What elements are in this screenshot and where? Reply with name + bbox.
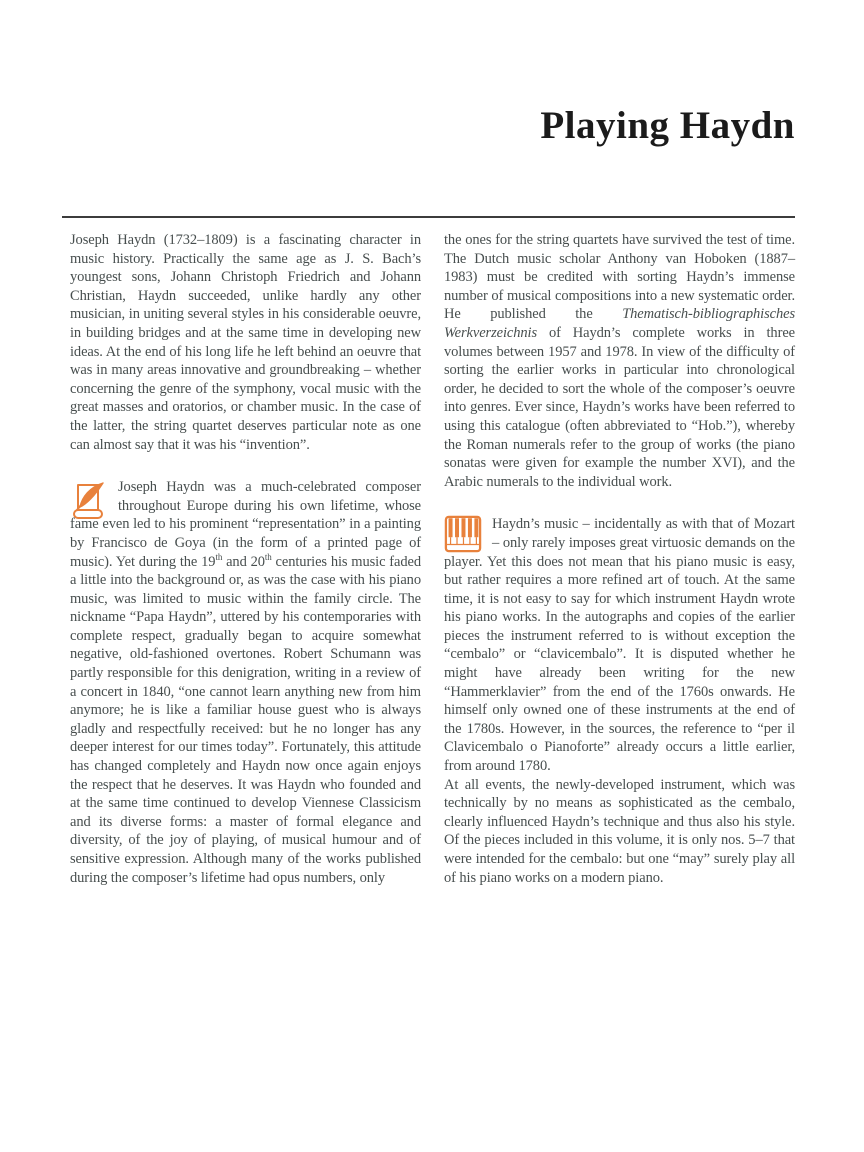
paragraph-text: the ones for the string quartets have survived the test of time. The Dutch music scholar Anthony van Hoboken (1887–1983) must be credited with sorting Haydn’s immense number of musical compositions into a new systematic order. He published the Thematisch-bibliographisches Werkverzeichnis of Haydn’s complete works in three volumes between 1957 and 1978. In view of the difficulty of sorting the earlier works in particular into chronological order, he decided to sort the whole of the composer’s oeuvre into genres. Ever since, Haydn’s works have been referred to using this catalogue (often abbreviated to “Hob.”), whereby the Roman numerals refer to the group of works (the piano sonatas were given for example the number XVI), and the Arabic numerals to the individual work. bbox=[444, 232, 795, 490]
paragraph bbox=[70, 231, 421, 454]
page-title: Playing Haydn bbox=[540, 104, 795, 147]
left-column bbox=[70, 231, 421, 887]
piano-keyboard-icon bbox=[444, 515, 484, 551]
right-column bbox=[444, 231, 795, 887]
paragraph bbox=[444, 515, 795, 775]
title-rule bbox=[62, 216, 795, 218]
paragraph bbox=[70, 478, 421, 887]
quill-page-icon bbox=[70, 478, 110, 514]
paragraph-text: Joseph Haydn was a much-celebrated composer throughout Europe during his own lifetime, whose fame even led to his prominent “representation” in a painting by Francisco de Goya (in the form of a printed page of music). Yet during the 19th and 20th centuries his music faded a little into the background or, as was the case with his piano music, was limited to music within the family circle. The nickname “Papa Haydn”, uttered by his contemporaries with complete respect, gradually began to acquire somewhat negative, old-fashioned overtones. Robert Schumann was partly responsible for this denigration, writing in a review of a concert in 1840, “one cannot learn anything new from him anymore; he is like a familiar house guest who is always gladly and respectfully received: but he no longer has any deeper interest for our times today”. Fortunately, this attitude has changed completely and Haydn now once again enjoys the respect that he deserves. It was Haydn who founded and at the same time continued to develop Viennese Classicism and its diverse forms: a master of formal elegance and diversity, of the joy of playing, of musical humour and of sensitive expression. Although many of the works published during the composer’s lifetime had opus numbers, only bbox=[70, 479, 421, 886]
paragraph-text: Haydn’s music – incidentally as with that of Mozart – only rarely imposes great virtuosic demands on the player. Yet this does not mean that his piano music is easy, but rather requires a more refined art of touch. At the same time, it is not easy to say for which instrument Haydn wrote his piano works. In the autographs and copies of the earlier pieces the instrument referred to is without exception the “cembalo” or “clavicembalo”. It is disputed whether he might have already been writing for the new “Hammerklavier” from the end of the 1760s onwards. He himself only owned one of these instruments at the end of the 1780s. However, in the sources, the reference to “per il Clavicembalo o Pianoforte” already occurs a little earlier, from around 1780. bbox=[444, 516, 795, 775]
paragraph bbox=[444, 776, 795, 888]
two-column-text bbox=[70, 231, 795, 887]
paragraph-text: At all events, the newly-developed instrument, which was technically by no means as sophisticated as the cembalo, clearly influenced Haydn’s technique and thus also his style. Of the pieces included in this volume, it is only nos. 5–7 that were intended for the cembalo: but one “may” surely play all of his piano works on a modern piano. bbox=[444, 776, 795, 886]
paragraph-text: Joseph Haydn (1732–1809) is a fascinating character in music history. Practically the same age as J. S. Bach’s youngest sons, Johann Christoph Friedrich and Johann Christian, Haydn succeeded, unlike hardly any other musician, in uniting several styles in his considerable oeuvre, in building bridges and at the same time in developing new ideas. At the end of his long life he left behind an oeuvre that was in many areas innovative and groundbreaking – whether concerning the genre of the symphony, vocal music with the great masses and oratorios, or chamber music. In the case of the latter, the string quartet deserves particular note as one can almost say that it was his “invention”. bbox=[70, 232, 421, 453]
paragraph bbox=[444, 231, 795, 491]
